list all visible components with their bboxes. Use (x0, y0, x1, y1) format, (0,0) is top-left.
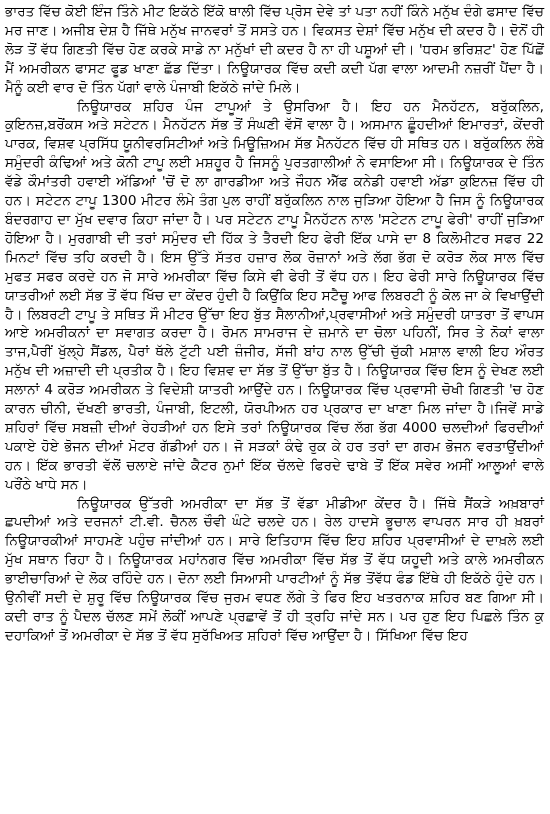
paragraph-boroughs-and-statue: ਨਿਊਯਾਰਕ ਸ਼ਹਿਰ ਪੰਜ ਟਾਪੂਆਂ ਤੇ ਉਸਰਿਆ ਹੈ। ਇਹ ਹਨ ਮੈਨਹੱਟਨ, ਬਰੁੱਕਲਿਨ, ਕੁਇਨਜ਼,ਬਰੋਂਕਸ ਅਤੇ ਸਟੇਟਨ। ਮੈਨਹੱਟਨ ਸੱਭ ਤੋਂ ਸੰਘਣੀ ਵੱਸੋਂ ਵਾਲਾ ਹੈ। ਅਸਮਾਨ ਛੂੰਹਦੀਆਂ ਇਮਾਰਤਾਂ, ਕੇਂਦਰੀ ਪਾਰਕ, ਵਿਸ਼ਵ ਪ੍ਰਸਿੱਧ ਯੂਨੀਵਰਸਿਟੀਆਂ ਅਤੇ ਮਿਊਜ਼ਿਅਮ ਸੱਭ ਮੈਨਹੱਟਨ ਵਿੱਚ ਹੀ ਸਥਿਤ ਹਨ। ਬਰੁੱਕਲਿਨ ਲੰਬੇ ਸਮੁੰਦਰੀ ਕੰਢਿਆਂ ਅਤੇ ਕੋਨੀ ਟਾਪੂ ਲਈ ਮਸ਼ਹੂਰ ਹੈ ਜਿਸਨੂੰ ਪੁਰਤਗਾਲੀਆਂ ਨੇ ਵਸਾਇਆ ਸੀ। ਨਿਊਯਾਰਕ ਦੇ ਤਿੰਨ ਵੱਡੇ ਕੌਮਾਂਤਰੀ ਹਵਾਈ ਅੱਡਿਆਂ 'ਚੋਂ ਦੋ ਲਾ ਗਾਰਡੀਆ ਅਤੇ ਜੌਹਨ ਐੱਫ ਕਨੇਡੀ ਹਵਾਈ ਅੱਡਾ ਕੁਇਨਜ਼ ਵਿੱਚ ਹੀ ਹਨ। ਸਟੇਟਨ ਟਾਪੂ 1300 ਮੀਟਰ ਲੰਮੇ ਤੰਗ ਪੁਲ ਰਾਹੀਂ ਬਰੁੱਕਲਿਨ ਨਾਲ ਜੁੜਿਆ ਹੋਇਆ ਹੈ ਜਿਸ ਨੂੰ ਨਿਊਯਾਰਕ ਬੰਦਰਗਾਹ ਦਾ ਮੁੱਖ ਦਵਾਰ ਕਿਹਾ ਜਾਂਦਾ ਹੈ। ਪਰ ਸਟੇਟਨ ਟਾਪੂ ਮੈਨਹੱਟਨ ਨਾਲ 'ਸਟੇਟਨ ਟਾਪੂ ਫੇਰੀ' ਰਾਹੀਂ ਜੁੜਿਆ ਹੋਇਆ ਹੈ। ਮੁਰਗਾਬੀ ਦੀ ਤਰਾਂ ਸਮੁੰਦਰ ਦੀ ਹਿੱਕ ਤੇ ਤੈਰਦੀ ਇਹ ਫੇਰੀ ਇੱਕ ਪਾਸੇ ਦਾ 8 ਕਿਲੋਮੀਟਰ ਸਫਰ 22 ਮਿਨਟਾਂ ਵਿੱਚ ਤਹਿ ਕਰਦੀ ਹੈ। ਇਸ ਉੱਤੇ ਸੱਤਰ ਹਜ਼ਾਰ ਲੋਕ ਰੋਜ਼ਾਨਾਂ ਅਤੇ ਲੱਗ ਭੱਗ ਦੋ ਕਰੋੜ ਲੋਕ ਸਾਲ ਵਿੱਚ ਮੁਫਤ ਸਫਰ ਕਰਦੇ ਹਨ ਜੋ ਸਾਰੇ ਅਮਰੀਕਾ ਵਿੱਚ ਕਿਸੇ ਵੀ ਫੇਰੀ ਤੋਂ ਵੱਧ ਹਨ। ਇਹ ਫੇਰੀ ਸਾਰੇ ਨਿਊਯਾਰਕ ਵਿੱਚ ਯਾਤਰੀਆਂ ਲਈ ਸੱਭ ਤੋਂ ਵੱਧ ਖਿੱਚ ਦਾ ਕੇਂਦਰ ਹੁੰਦੀ ਹੈ ਕਿਉਂਕਿ ਇਹ ਸਟੈਚੂ ਆਫ ਲਿਬਰਟੀ ਨੂੰ ਕੋਲ ਜਾ ਕੇ ਵਿਖਾਉਂਦੀ ਹੈ। ਲਿਬਰਟੀ ਟਾਪੂ ਤੇ ਸਥਿਤ ਸੌ ਮੀਟਰ ਉੱਚਾ ਇਹ ਬੁੱਤ ਸੈਲਾਨੀਆਂ,ਪ੍ਰਵਾਸੀਆਂ ਅਤੇ ਸਮੁੰਦਰੀ ਯਾਤਰਾ ਤੋਂ ਵਾਪਸ ਆਏ ਅਮਰੀਕਨਾਂ ਦਾ ਸਵਾਗਤ ਕਰਦਾ ਹੈ। ਰੋਮਨ ਸਾਮਰਾਜ ਦੇ ਜ਼ਮਾਨੇ ਦਾ ਚੋਲਾ ਪਹਿਨੀਂ, ਸਿਰ ਤੇ ਨੋਕਾਂ ਵਾਲਾ ਤਾਜ,ਪੈਰੀਂ ਖੁੱਲ੍ਹੇ ਸੈਂਡਲ, ਪੈਰਾਂ ਥੱਲੇ ਟੁੱਟੀ ਪਈ ਜ਼ੰਜੀਰ, ਸੱਜੀ ਬਾਂਹ ਨਾਲ ਉੱਚੀ ਚੁੱਕੀ ਮਸ਼ਾਲ ਵਾਲੀ ਇਹ ਔਰਤ ਮਨੁੱਖ ਦੀ ਅਜ਼ਾਦੀ ਦੀ ਪ੍ਰਤੀਕ ਹੈ। ਇਹ ਵਿਸ਼ਵ ਦਾ ਸੱਭ ਤੋਂ ਉੱਚਾ ਬੁੱਤ ਹੈ। ਨਿਊਯਾਰਕ ਵਿੱਚ ਇਸ ਨੂੰ ਦੇਖਣ ਲਈ ਸਲਾਨਾਂ 4 ਕਰੋੜ ਅਮਰੀਕਨ ਤੇ ਵਿਦੇਸ਼ੀ ਯਾਤਰੀ ਆਉਂਦੇ ਹਨ। ਨਿਊਯਾਰਕ ਵਿੱਚ ਪ੍ਰਵਾਸੀ ਚੋਖੀ ਗਿਣਤੀ 'ਚ ਹੋਣ ਕਾਰਨ ਚੀਨੀ, ਦੱਖਣੀ ਭਾਰਤੀ, ਪੰਜਾਬੀ, ਇਟਲੀ, ਯੋਰਪੀਅਨ ਹਰ ਪ੍ਰਕਾਰ ਦਾ ਖਾਣਾ ਮਿਲ ਜਾਂਦਾ ਹੈ।ਜਿਵੇਂ ਸਾਡੇ ਸ਼ਹਿਰਾਂ ਵਿੱਚ ਸਬਜ਼ੀ ਦੀਆਂ ਰੇਹੜੀਆਂ ਹਨ ਇਸੇ ਤਰਾਂ ਨਿਊਯਾਰਕ ਵਿੱਚ ਲੱਗ ਭੱਗ 4000 ਚਲਦੀਆਂ ਫਿਰਦੀਆਂ ਪਕਾਏ ਹੋਏ ਭੋਜਨ ਦੀਆਂ ਮੋਟਰ ਗੱਡੀਆਂ ਹਨ। ਜੋ ਸੜਕਾਂ ਕੰਢੇ ਰੁਕ ਕੇ ਹਰ ਤਰਾਂ ਦਾ ਗਰਮ ਭੋਜਨ ਵਰਤਾਉਂਦੀਆਂ ਹਨ। ਇੱਕ ਭਾਰਤੀ ਵੱਲੋਂ ਚਲਾਏ ਜਾਂਦੇ ਕੈਟਰ ਨੁਮਾਂ ਇੱਕ ਚੱਲਦੇ ਫਿਰਦੇ ਢਾਬੇ ਤੋਂ ਇੱਕ ਸਵੇਰ ਅਸੀਂ ਆਲੂਆਂ ਵਾਲੇ ਪਰੌਂਠੇ ਖਾਧੇ ਸਨ। (5, 98, 544, 493)
paragraph-media-and-safety: ਨਿਊਯਾਰਕ ਉੱਤਰੀ ਅਮਰੀਕਾ ਦਾ ਸੱਭ ਤੋਂ ਵੱਡਾ ਮੀਡੀਆ ਕੇਂਦਰ ਹੈ। ਜਿੱਥੇ ਸੈਂਕੜੇ ਅਖ਼ਬਾਰਾਂ ਛਪਦੀਆਂ ਅਤੇ ਦਰਜਨਾਂ ਟੀ.ਵੀ. ਚੈਨਲ ਚੌਵੀ ਘੰਟੇ ਚਲਦੇ ਹਨ। ਰੇਲ ਹਾਦਸੇ ਭੂਚਾਲ ਵਾਪਰਨ ਸਾਰ ਹੀ ਖ਼ਬਰਾਂ ਨਿਊਯਾਰਕੀਆਂ ਸਾਹਮਣੇ ਪਹੁੰਚ ਜਾਂਦੀਆਂ ਹਨ। ਸਾਰੇ ਇਤਿਹਾਸ ਵਿੱਚ ਇਹ ਸ਼ਹਿਰ ਪ੍ਰਵਾਸੀਆਂ ਦੇ ਦਾਖ਼ਲੇ ਲਈ ਮੁੱਖ ਸਥਾਨ ਰਿਹਾ ਹੈ। ਨਿਊਯਾਰਕ ਮਹਾਂਨਗਰ ਵਿੱਚ ਅਮਰੀਕਾ ਵਿੱਚ ਸੱਭ ਤੋਂ ਵੱਧ ਯਹੂਦੀ ਅਤੇ ਕਾਲੇ ਅਮਰੀਕਨ ਭਾਈਚਾਰਿਆਂ ਦੇ ਲੋਕ ਰਹਿੰਦੇ ਹਨ। ਦੋਨਾ ਲਈ ਸਿਆਸੀ ਪਾਰਟੀਆਂ ਨੂੰ ਸੱਭ ਤੋਂਵੱਧ ਫੰਡ ਇੱਥੇ ਹੀ ਇਕੱਠੇ ਹੁੰਦੇ ਹਨ। ਉਨੀਵੀਂ ਸਦੀ ਦੇ ਸ਼ੁਰੂ ਵਿੱਚ ਨਿਊਯਾਰਕ ਵਿੱਚ ਜੁਰਮ ਵਧਣ ਲੱਗੇ ਤੇ ਫਿਰ ਇਹ ਖਤਰਨਾਕ ਸ਼ਹਿਰ ਬਣ ਗਿਆ ਸੀ। ਕਦੀ ਰਾਤ ਨੂੰ ਪੈਦਲ ਚੱਲਣ ਸਮੇਂ ਲੋਕੀਂ ਆਪਣੇ ਪ੍ਰਛਾਵੇਂ ਤੋਂ ਹੀ ਤ੍ਰਹਿ ਜਾਂਦੇ ਸਨ। ਪਰ ਹੁਣ ਇਹ ਪਿਛਲੇ ਤਿੰਨ ਕੁ ਦਹਾਕਿਆਂ ਤੋਂ ਅਮਰੀਕਾ ਦੇ ਸੱਭ ਤੋਂ ਵੱਧ ਸੁਰੱਖਿਅਤ ਸ਼ਹਿਰਾਂ ਵਿੱਚ ਆਉਂਦਾ ਹੈ। ਸਿੱਖਿਆ ਵਿੱਚ ਇਹ (5, 495, 544, 644)
paragraph-food-and-turbans: ਭਾਰਤ ਵਿੱਚ ਕੋਈ ਇੰਜ ਤਿੰਨੇ ਮੀਟ ਇਕੱਠੇ ਇੱਕੋ ਥਾਲੀ ਵਿੱਚ ਪ੍ਰੋਸ ਦੇਵੇ ਤਾਂ ਪਤਾ ਨਹੀਂ ਕਿੰਨੇ ਮਨੁੱਖ ਦੰਗੇ ਫਸਾਦ ਵਿੱਚ ਮਰ ਜਾਣ। ਅਜੀਬ ਦੇਸ਼ ਹੈ ਜਿੱਥੇ ਮਨੁੱਖ ਜਾਨਵਰਾਂ ਤੋਂ ਸਸਤੇ ਹਨ। ਵਿਕਸਤ ਦੇਸ਼ਾਂ ਵਿੱਚ ਮਨੁੱਖ ਦੀ ਕਦਰ ਹੈ। ਦੋਨੋਂ ਹੀ ਲੋੜ ਤੋਂ ਵੱਧ ਗਿਣਤੀ ਵਿੱਚ ਹੋਣ ਕਰਕੇ ਸਾਡੇ ਨਾ ਮਨੁੱਖਾਂ ਦੀ ਕਦਰ ਹੈ ਨਾ ਹੀ ਪਸ਼ੂਆਂ ਦੀ। 'ਧਰਮ ਭਰਿਸ਼ਟ' ਹੋਣ ਪਿੱਛੋਂ ਮੈਂ ਅਮਰੀਕਨ ਫਾਸਟ ਫੂਡ ਖਾਣਾ ਛੱਡ ਦਿੱਤਾ। ਨਿਊਯਾਰਕ ਵਿੱਚ ਕਦੀ ਕਦੀ ਪੱਗ ਵਾਲਾ ਆਦਮੀ ਨਜ਼ਰੀਂ ਪੈਂਦਾ ਹੈ। ਮੈਨੂੰ ਕਈ ਵਾਰ ਦੋ ਤਿੰਨ ਪੱਗਾਂ ਵਾਲੇ ਪੰਜਾਬੀ ਇਕੱਠੇ ਜਾਂਦੇ ਮਿਲੇ। (5, 4, 544, 96)
